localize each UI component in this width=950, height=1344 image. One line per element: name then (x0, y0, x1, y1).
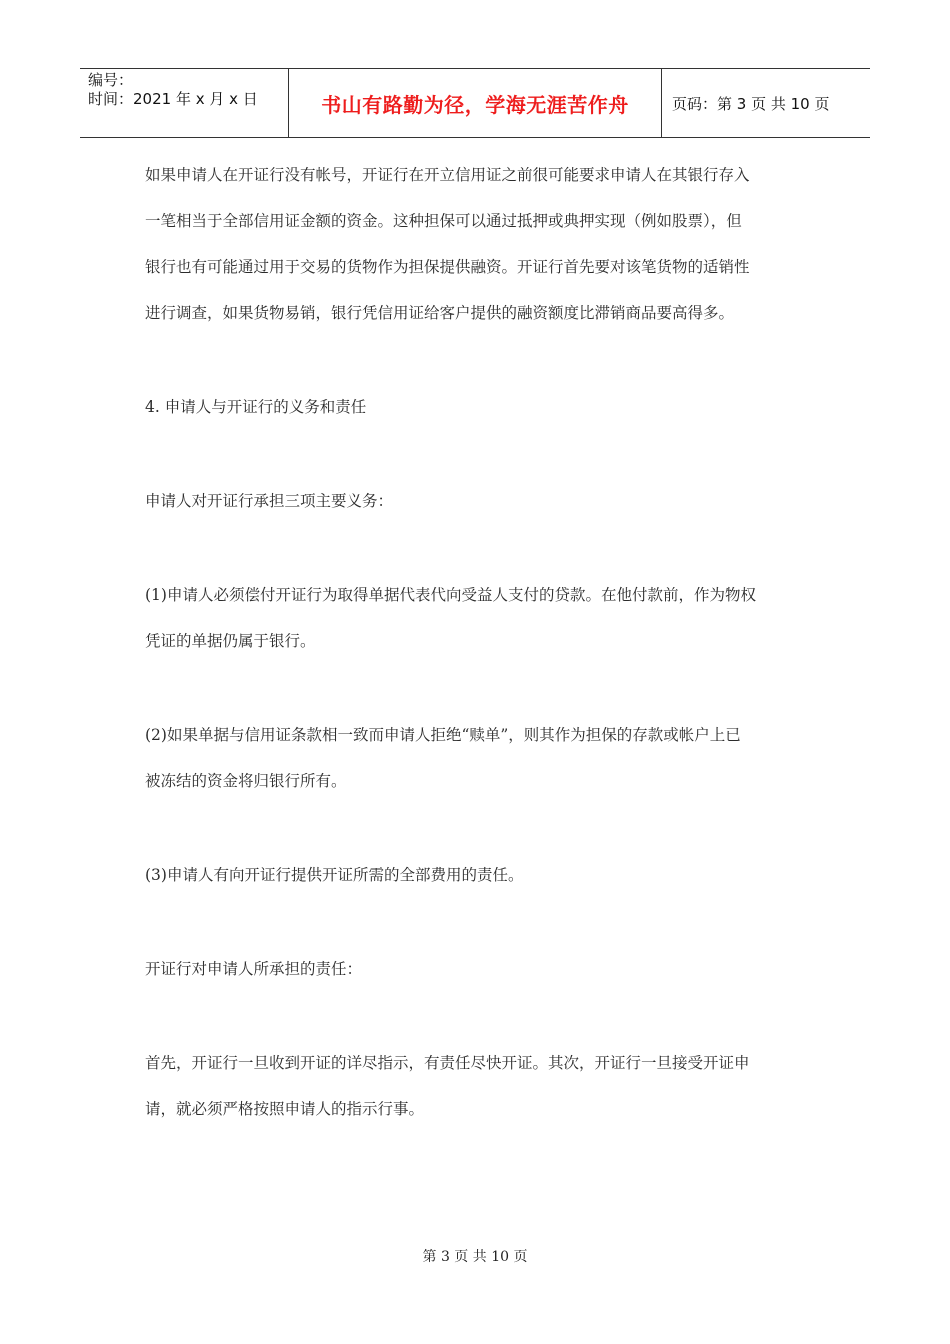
document-body (145, 152, 813, 1132)
document-number-label: 编号： (88, 71, 134, 89)
paragraph-line: 开证行对申请人所承担的责任： (145, 960, 363, 978)
document-date: 时间：2021 年 x 月 x 日 (88, 90, 258, 108)
list-item: (1)申请人必须偿付开证行为取得单据代表代向受益人支付的贷款。在他付款前，作为物权 (145, 586, 756, 604)
paragraph-line: 首先，开证行一旦收到开证的详尽指示，有责任尽快开证。其次，开证行一旦接受开证申 (145, 1054, 750, 1072)
paragraph-line: 申请人对开证行承担三项主要义务： (145, 492, 394, 510)
list-item-continuation: 凭证的单据仍属于银行。 (145, 632, 316, 650)
paragraph-line: 如果申请人在开证行没有帐号，开证行在开立信用证之前很可能要求申请人在其银行存入 (145, 166, 750, 184)
section-heading: 4. 申请人与开证行的义务和责任 (145, 398, 367, 416)
page-footer: 第 3 页 共 10 页 (422, 1249, 528, 1265)
header-motto: 书山有路勤为径，学海无涯苦作舟 (289, 69, 662, 137)
paragraph-line: 进行调查，如果货物易销，银行凭信用证给客户提供的融资额度比滞销商品要高得多。 (145, 304, 735, 322)
paragraph-line: 请，就必须严格按照申请人的指示行事。 (145, 1100, 425, 1118)
paragraph-line: 银行也有可能通过用于交易的货物作为担保提供融资。开证行首先要对该笔货物的适销性 (145, 258, 750, 276)
header-meta (80, 69, 289, 137)
page-header (80, 68, 870, 138)
list-item-continuation: 被冻结的资金将归银行所有。 (145, 772, 347, 790)
list-item: (3)申请人有向开证行提供开证所需的全部费用的责任。 (145, 866, 524, 884)
header-page-code: 页码：第 3 页 共 10 页 (672, 94, 830, 113)
paragraph-line: 一笔相当于全部信用证金额的资金。这种担保可以通过抵押或典押实现（例如股票），但 (145, 212, 742, 230)
list-item: (2)如果单据与信用证条款相一致而申请人拒绝“赎单”，则其作为担保的存款或帐户上已 (145, 726, 741, 744)
